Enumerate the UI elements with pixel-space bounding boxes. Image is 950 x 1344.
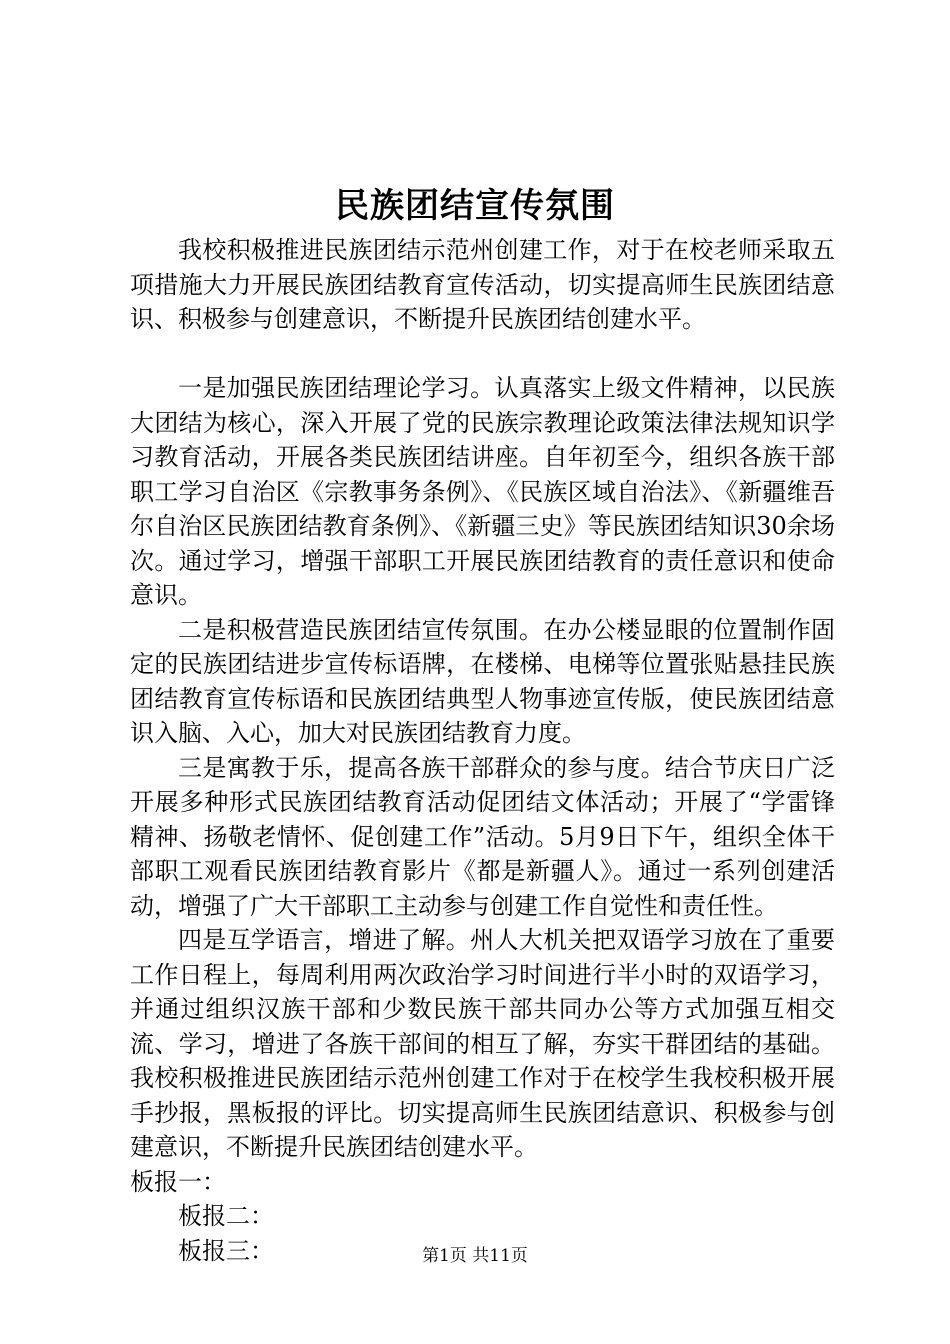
board-two-label: 板报二： — [178, 1202, 274, 1230]
measure-one-paragraph: 一是加强民族团结理论学习。认真落实上级文件精神，以民族大团结为核心，深入开展了党的民族宗教理论政策法律法规知识学习教育活动，开展各类民族团结讲座。自年初至今，组织各族干部职工学习自治区《宗教事务条例》、《民族区域自治法》、《新疆维吾尔自治区民族团结教育条例》、《新疆三史》等民族团结知识30余场次。通过学习，增强干部职工开展民族团结教育的责任意识和使命意识。 — [130, 374, 835, 609]
measure-three-paragraph: 三是寓教于乐，提高各族干部群众的参与度。结合节庆日广泛开展多种形式民族团结教育活动促团结文体活动；开展了“学雷锋精神、扬敬老情怀、促创建工作”活动。5月9日下午，组织全体干部职工观看民族团结教育影片《都是新疆人》。通过一系列创建活动，增强了广大干部职工主动参与创建工作自觉性和责任性。 — [130, 753, 835, 920]
page-footer: 第1页 共11页 — [422, 1246, 528, 1266]
board-one-label: 板报一： — [130, 1167, 226, 1196]
intro-paragraph: 我校积极推进民族团结示范州创建工作，对于在校老师采取五项措施大力开展民族团结教育宣传活动，切实提高师生民族团结意识、积极参与创建意识，不断提升民族团结创建水平。 — [130, 236, 835, 333]
board-three-label: 板报三： — [178, 1236, 274, 1265]
document-body — [130, 233, 835, 1268]
measure-two-paragraph: 二是积极营造民族团结宣传氛围。在办公楼显眼的位置制作固定的民族团结进步宣传标语牌，在楼梯、电梯等位置张贴悬挂民族团结教育宣传标语和民族团结典型人物事迹宣传版，使民族团结意识入脑、入心，加大对民族团结教育力度。 — [130, 615, 835, 747]
document-title: 民族团结宣传氛围 — [335, 186, 615, 226]
measure-four-paragraph: 四是互学语言，增进了解。州人大机关把双语学习放在了重要工作日程上，每周利用两次政治学习时间进行半小时的双语学习，并通过组织汉族干部和少数民族干部共同办公等方式加强互相交流、学习，增进了各族干部间的相互了解，夯实干群团结的基础。我校积极推进民族团结示范州创建工作对于在校学生我校积极开展手抄报，黑板报的评比。切实提高师生民族团结意识、积极参与创建意识，不断提升民族团结创建水平。 — [130, 926, 835, 1161]
